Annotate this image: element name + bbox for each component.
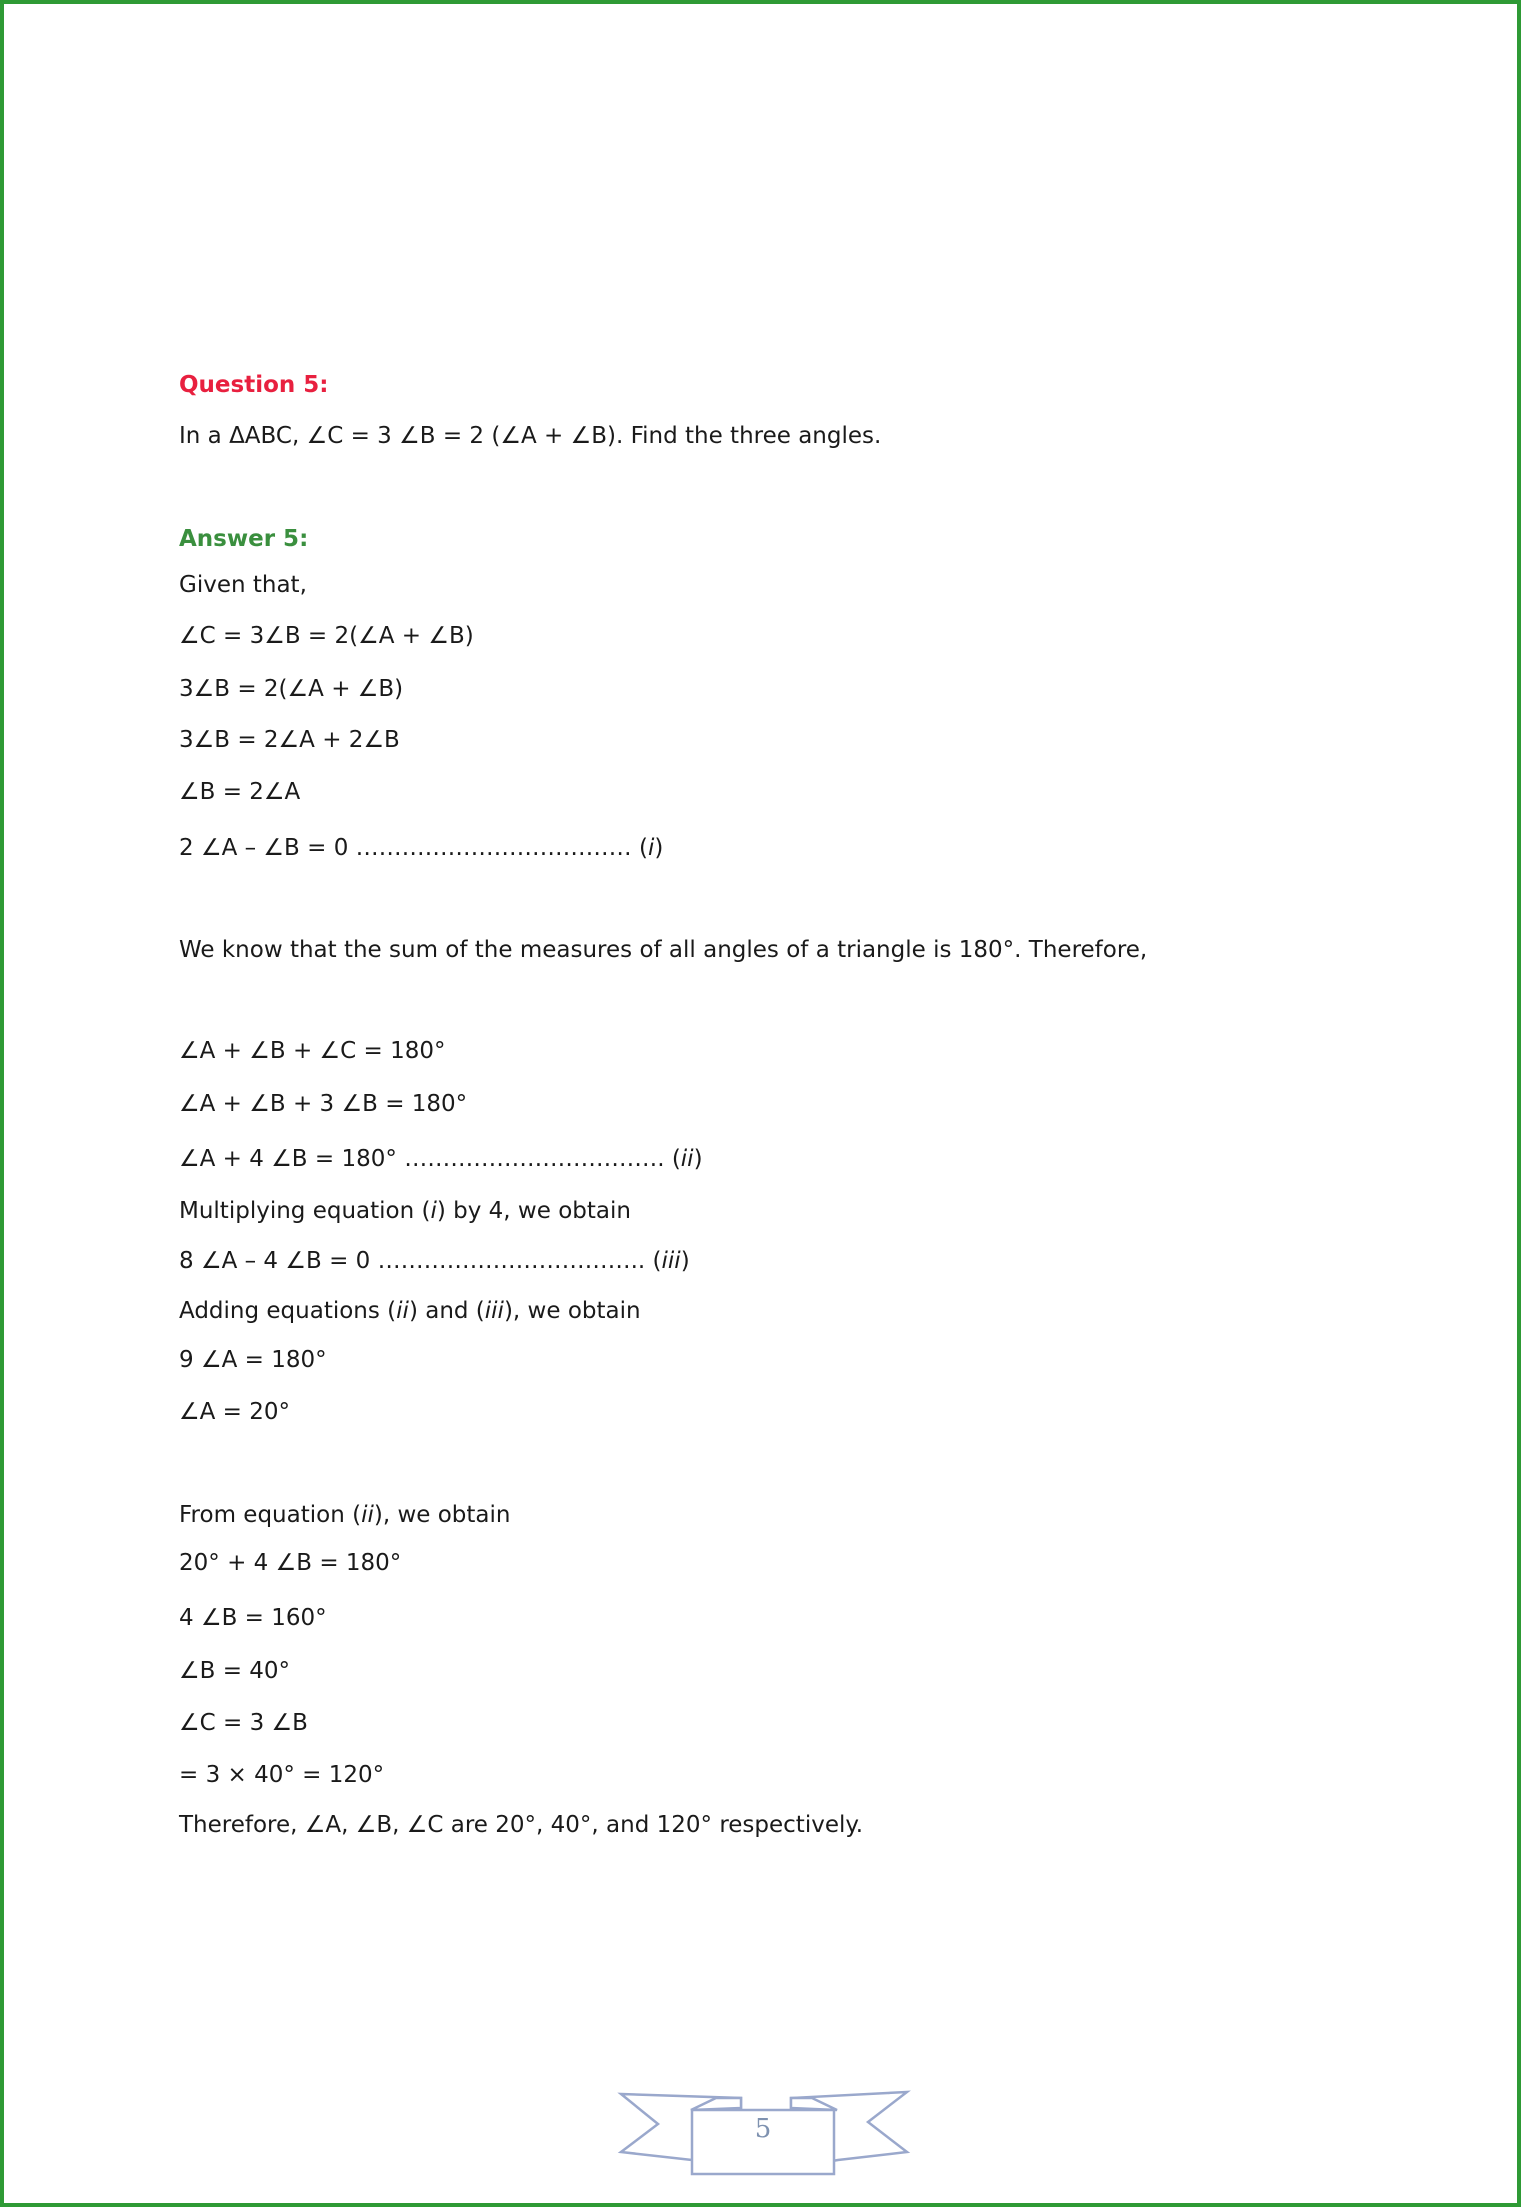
- text-segment: 2 ∠A – ∠B = 0 ……………………………… (: [179, 835, 648, 861]
- text-segment: ∠B = 2∠A: [179, 779, 301, 805]
- text-segment: 4 ∠B = 160°: [179, 1605, 327, 1631]
- answer-line: [179, 1196, 631, 1226]
- text-segment: Adding equations (: [179, 1298, 397, 1324]
- answer-line: [179, 570, 307, 600]
- text-segment: ∠C = 3 ∠B: [179, 1710, 308, 1736]
- text-segment: ): [693, 1146, 703, 1172]
- answer-line: [179, 725, 400, 755]
- equation-reference: i: [647, 835, 655, 861]
- answer-line: [179, 1500, 510, 1530]
- answer-line: [179, 1548, 401, 1578]
- answer-line: [179, 1144, 703, 1174]
- answer-line: [179, 1345, 327, 1375]
- answer-line: [179, 1656, 290, 1686]
- answer-line: [179, 1810, 863, 1840]
- equation-reference: ii: [396, 1298, 409, 1324]
- equation-reference: iii: [484, 1298, 504, 1324]
- answer-line: [179, 674, 403, 704]
- answer-line: [179, 1603, 327, 1633]
- text-segment: Multiplying equation (: [179, 1198, 431, 1224]
- text-segment: 9 ∠A = 180°: [179, 1347, 327, 1373]
- answer-line: [179, 1036, 446, 1066]
- text-segment: From equation (: [179, 1502, 362, 1528]
- question-heading: Question 5:: [179, 372, 329, 398]
- text-segment: ∠A + ∠B + ∠C = 180°: [179, 1038, 446, 1064]
- answer-line: [179, 1708, 308, 1738]
- text-segment: = 3 × 40° = 120°: [179, 1762, 385, 1788]
- equation-reference: ii: [361, 1502, 374, 1528]
- text-segment: ): [680, 1248, 690, 1274]
- answer-line: [179, 833, 663, 863]
- text-segment: ∠A = 20°: [179, 1399, 291, 1425]
- text-segment: ) by 4, we obtain: [436, 1198, 631, 1224]
- text-segment: ) and (: [408, 1298, 485, 1324]
- text-segment: 20° + 4 ∠B = 180°: [179, 1550, 402, 1576]
- text-segment: We know that the sum of the measures of all angles of a triangle is 180°. Therefore,: [179, 937, 1148, 963]
- text-segment: Therefore, ∠A, ∠B, ∠C are 20°, 40°, and 120° respectively.: [179, 1812, 864, 1838]
- text-segment: ), we obtain: [373, 1502, 511, 1528]
- text-segment: 8 ∠A – 4 ∠B = 0 …………………………….. (: [179, 1248, 662, 1274]
- answer-line: [179, 935, 1147, 965]
- answer-line: [179, 1089, 467, 1119]
- text-segment: 3∠B = 2(∠A + ∠B): [179, 676, 404, 702]
- equation-reference: i: [430, 1198, 437, 1224]
- answer-line: [179, 1760, 384, 1790]
- answer-line: [179, 1397, 290, 1427]
- page-number: 5: [754, 2114, 772, 2144]
- equation-reference: iii: [661, 1248, 681, 1274]
- text-segment: ∠A + 4 ∠B = 180° ……………………………. (: [179, 1146, 681, 1172]
- answer-line: [179, 1296, 641, 1326]
- text-segment: ∠B = 40°: [179, 1658, 291, 1684]
- answer-line: [179, 1246, 690, 1276]
- text-segment: ∠A + ∠B + 3 ∠B = 180°: [179, 1091, 468, 1117]
- text-segment: ): [654, 835, 664, 861]
- text-segment: Given that,: [179, 572, 307, 598]
- answer-line: [179, 621, 474, 651]
- equation-reference: ii: [680, 1146, 694, 1172]
- text-segment: 3∠B = 2∠A + 2∠B: [179, 727, 400, 753]
- text-segment: ∠C = 3∠B = 2(∠A + ∠B): [179, 623, 474, 649]
- answer-heading: Answer 5:: [179, 526, 309, 552]
- answer-line: [179, 777, 300, 807]
- question-text: In a ΔABC, ∠C = 3 ∠B = 2 (∠A + ∠B). Find the three angles.: [179, 423, 882, 449]
- text-segment: ), we obtain: [503, 1298, 641, 1324]
